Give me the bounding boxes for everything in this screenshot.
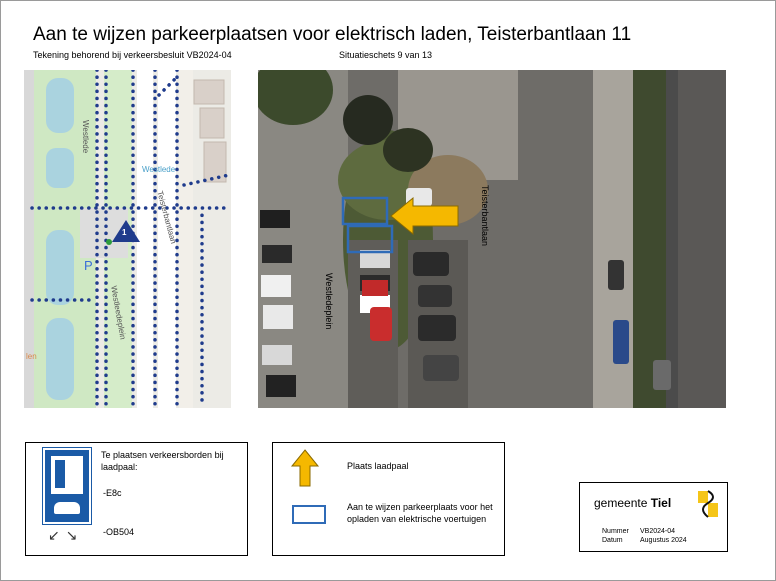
street-label-westledeplein-aerial: Westledeplein — [324, 273, 334, 330]
signs-heading: Te plaatsen verkeersborden bij laadpaal: — [101, 450, 224, 472]
map-edge-label: len — [26, 352, 37, 361]
title-block-labels — [602, 527, 629, 545]
arrow-legend-label: Plaats laadpaal — [347, 461, 409, 471]
sheet-number: Situatieschets 9 van 13 — [339, 50, 433, 60]
street-label-westleedeplein: Westleedeplein — [109, 285, 128, 341]
blue-rectangle-icon — [292, 505, 326, 524]
legend-symbols-box — [272, 442, 505, 556]
charger-marker-label: 1 — [122, 228, 127, 237]
parking-symbol: P — [84, 258, 93, 273]
street-map — [24, 70, 231, 408]
nummer-label: Nummer — [602, 528, 629, 535]
rectangle-legend-label: Aan te wijzen parkeerplaats voor het opladen van elektrische voertuigen — [347, 502, 493, 524]
datum-value: Augustus 2024 — [640, 537, 687, 544]
bus-stop-label: Westlede — [142, 165, 176, 174]
title-block — [579, 482, 728, 552]
nummer-value: VB2024-04 — [640, 528, 676, 535]
aerial-map — [258, 70, 726, 408]
datum-label: Datum — [602, 537, 623, 544]
street-label-teisterbantlaan: Teisterbantlaan — [155, 190, 179, 245]
logo-text-gemeente: gemeente — [594, 496, 648, 510]
logo-text-tiel: Tiel — [650, 496, 672, 510]
street-label-teisterbantlaan-aerial: Teisterbantlaan — [480, 185, 490, 247]
sign-label-ob504: -OB504 — [103, 527, 135, 537]
aerial-map-drawing — [258, 70, 726, 408]
page-title: Aan te wijzen parkeerplaatsen voor elektrisch laden, Teisterbantlaan 11 — [33, 24, 632, 45]
tiel-logo-icon — [696, 489, 720, 519]
legend-signs-box — [25, 442, 248, 556]
ev-charging-sign-icon — [43, 448, 91, 524]
yellow-arrow-icon — [290, 448, 320, 488]
arrows-sign-icon: ↙↘ — [48, 527, 84, 543]
sign-label-e8c: -E8c — [103, 488, 122, 498]
title-block-values — [640, 527, 687, 545]
page-subtitle: Tekening behorend bij verkeersbesluit VB2024-04 — [33, 50, 232, 60]
logo-wordmark — [594, 496, 671, 510]
street-label-park: Westlede — [81, 120, 90, 154]
